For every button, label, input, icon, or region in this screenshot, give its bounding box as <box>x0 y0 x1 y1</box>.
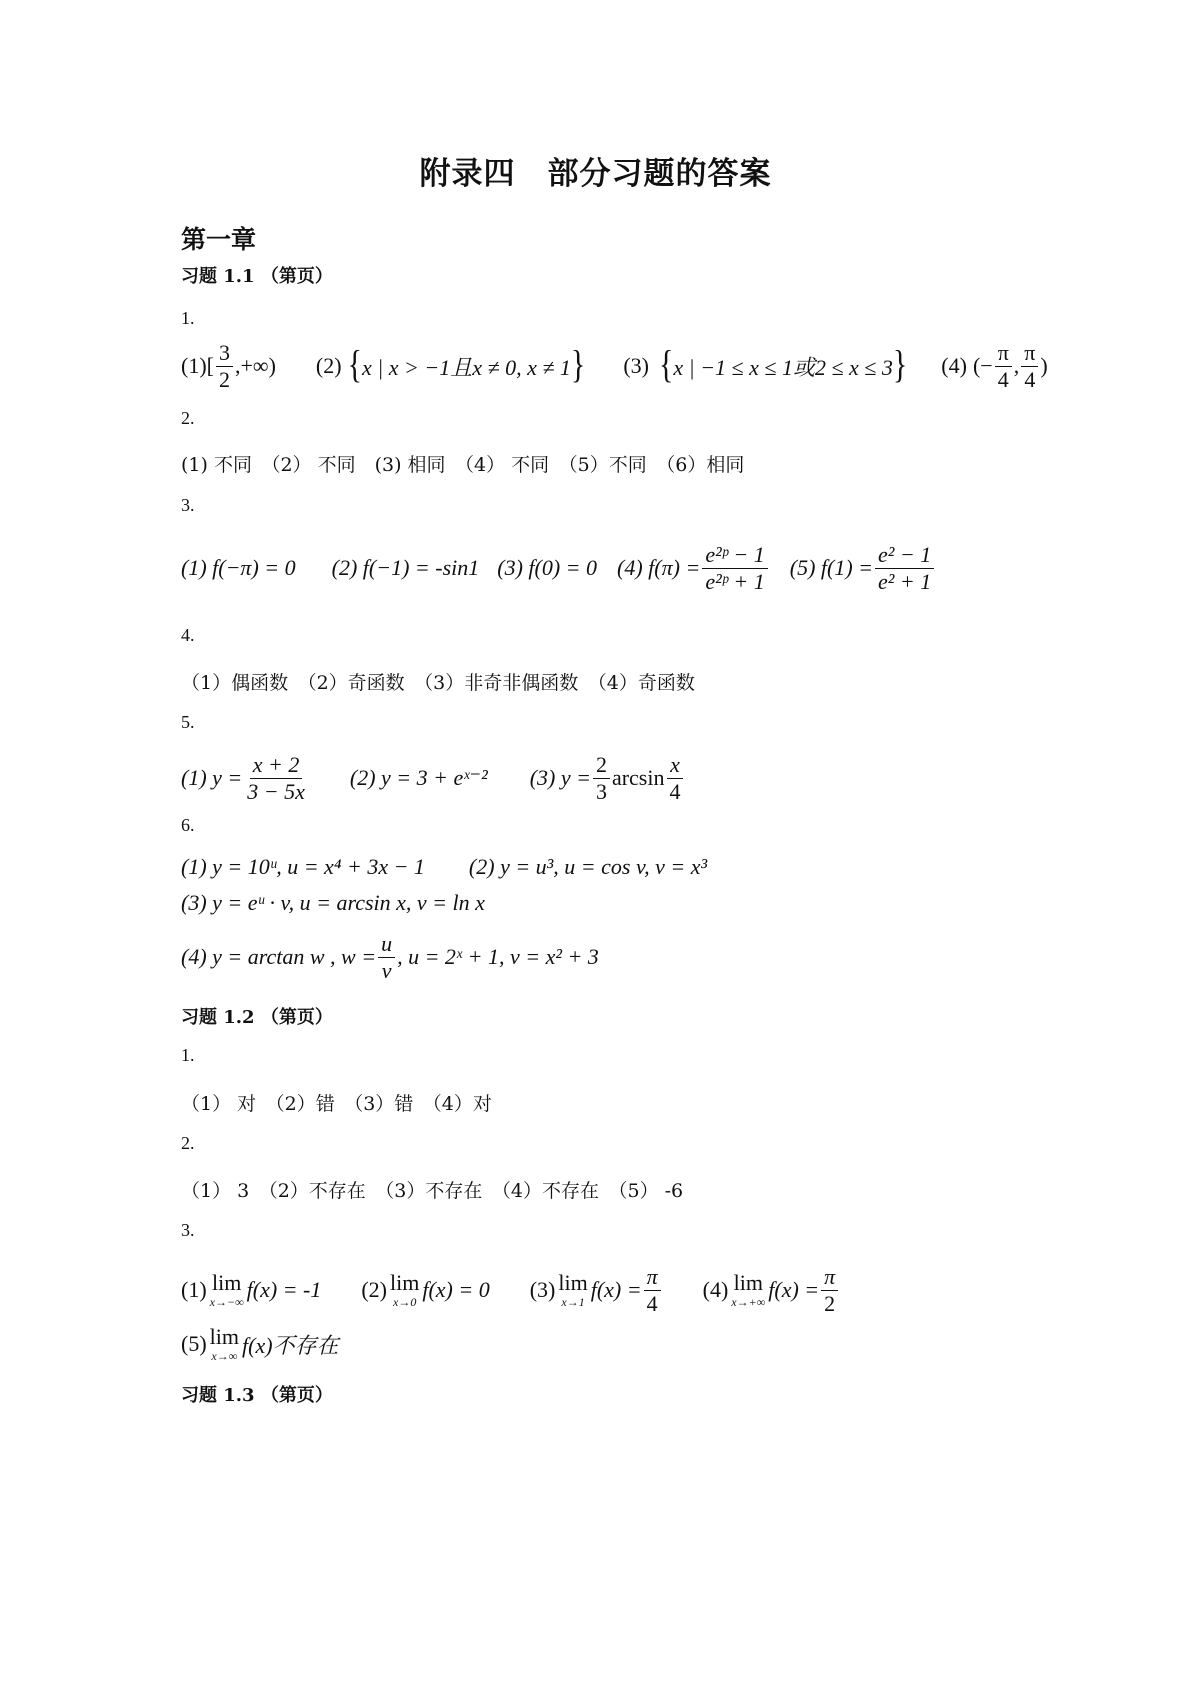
denominator: 3 − 5x <box>247 778 305 804</box>
limit-subscript: x→1 <box>561 1295 585 1309</box>
fraction <box>244 753 308 802</box>
limit-subscript: x→−∞ <box>209 1295 244 1309</box>
numerator: π <box>644 1265 661 1290</box>
answer-label: (3) <box>623 353 649 378</box>
answer-label: (1) <box>181 1277 207 1302</box>
denominator: 3 <box>595 778 607 804</box>
denominator: 2 <box>218 366 230 392</box>
question-number: 1. <box>181 1045 195 1065</box>
answer-row-1-1-2: (1) 不同 （2） 不同 (3) 相同 （4） 不同 （5）不同 （6）相同 <box>181 454 745 476</box>
answer-row-1-1-5 <box>181 745 685 811</box>
math-text: x | x > −1且x ≠ 0, x ≠ 1 <box>361 354 571 380</box>
denominator: 4 <box>1024 366 1036 392</box>
math-text: [ <box>206 353 214 378</box>
math-text: (4) f(π) = <box>617 555 701 580</box>
math-text: (1) y = 10ᵘ, u = x⁴ + 3x − 1 (2) y = u³, u = cos v, v = x³ <box>181 854 708 879</box>
math-text: ) <box>1040 353 1048 378</box>
question-number: 3. <box>181 495 195 515</box>
limit <box>390 1272 419 1308</box>
numerator: 3 <box>216 341 233 366</box>
answer-label: (2) <box>315 353 342 378</box>
answer-label: (1) <box>181 353 207 378</box>
numerator: e² − 1 <box>875 543 934 568</box>
answer-label: (3) <box>529 1277 556 1302</box>
math-text: (4) y = arctan w , w = <box>181 944 377 969</box>
math-text: f(x) = -1 <box>246 1277 322 1302</box>
math-text: (2) y = 3 + eˣ⁻² <box>349 765 488 790</box>
fraction <box>1021 341 1038 390</box>
math-text: (1) f(−π) = 0 <box>181 555 296 580</box>
math-text: , <box>1013 353 1020 378</box>
numerator: e²ᵖ − 1 <box>702 543 767 568</box>
answer-label: (4) <box>941 353 967 378</box>
math-text: f(x) = <box>768 1277 820 1302</box>
page-title: 附录四 部分习题的答案 <box>419 156 772 192</box>
fraction <box>644 1265 661 1314</box>
answer-label: (5) <box>181 1331 207 1356</box>
answer-label: (2) <box>361 1277 387 1302</box>
answer-row-1-1-6-line3 <box>181 925 599 989</box>
question-number: 6. <box>181 815 195 835</box>
numerator: x + 2 <box>250 753 303 778</box>
limit-operator: lim <box>209 1324 239 1349</box>
fraction <box>378 932 395 981</box>
answer-row-1-2-1: （1） 对 （2）错 （3）错 （4）对 <box>181 1093 492 1115</box>
answer-row-1-1-4: （1）偶函数 （2）奇函数 （3）非奇非偶函数 （4）奇函数 <box>181 672 695 694</box>
answer-row-1-2-3-5 <box>181 1322 339 1366</box>
fraction <box>995 341 1012 390</box>
denominator: 4 <box>646 1290 658 1316</box>
answer-row-1-2-2: （1） 3 （2）不存在 （3）不存在 （4）不存在 （5） -6 <box>181 1180 684 1202</box>
denominator: e²ᵖ + 1 <box>705 568 765 594</box>
numerator: u <box>378 932 395 957</box>
fraction <box>593 753 610 802</box>
right-brace-icon: } <box>570 343 586 387</box>
limit-operator: lim <box>390 1270 420 1295</box>
math-text: (5) f(1) = <box>789 555 874 580</box>
denominator: v <box>381 957 392 983</box>
fraction <box>702 543 767 592</box>
answer-row-1-1-6-line1 <box>181 850 707 881</box>
math-text: (3) y = eᵘ · v, u = arcsin x, v = ln x <box>181 890 485 915</box>
answer-row-1-1-6-line2 <box>181 890 485 916</box>
numerator: π <box>821 1265 838 1290</box>
math-text: f(x)不存在 <box>242 1332 339 1358</box>
answer-row-1-1-1 <box>181 340 1048 392</box>
math-text: f(x) = <box>590 1277 642 1302</box>
math-text: f(x) = 0 <box>422 1277 490 1302</box>
fraction <box>875 543 934 592</box>
numerator: π <box>995 341 1012 366</box>
fraction <box>666 753 683 802</box>
question-number: 1. <box>181 308 195 328</box>
question-number: 3. <box>181 1220 195 1240</box>
limit-subscript: x→+∞ <box>731 1295 766 1309</box>
limit-operator: lim <box>211 1270 242 1295</box>
math-text: arcsin <box>611 765 665 790</box>
question-number: 5. <box>181 712 195 732</box>
fraction <box>216 341 233 390</box>
limit-operator: lim <box>558 1270 588 1295</box>
denominator: 4 <box>669 778 681 804</box>
answer-label: (4) <box>702 1277 729 1302</box>
left-brace-icon: { <box>347 343 362 387</box>
limit <box>731 1272 765 1308</box>
math-text: ,+∞) <box>234 353 276 378</box>
answer-row-1-2-3 <box>181 1258 840 1322</box>
math-text: (− <box>972 353 993 378</box>
section-heading-1-2: 习题 1.2 （第页） <box>181 1007 333 1028</box>
math-text: x | −1 ≤ x ≤ 1或2 ≤ x ≤ 3 <box>673 354 893 380</box>
question-number: 2. <box>181 1133 195 1153</box>
right-brace-icon: } <box>892 343 908 387</box>
math-text: , u = 2ˣ + 1, v = x² + 3 <box>397 944 599 969</box>
math-text: (2) f(−1) = -sin1 <box>331 555 480 580</box>
limit <box>210 1326 239 1362</box>
limit <box>558 1272 587 1308</box>
numerator: x <box>667 753 683 778</box>
chapter-heading: 第一章 <box>181 225 257 254</box>
limit <box>210 1272 244 1308</box>
math-text: (1) y = <box>181 765 243 790</box>
question-number: 4. <box>181 625 195 645</box>
numerator: 2 <box>593 753 610 778</box>
limit-subscript: x→∞ <box>211 1349 238 1363</box>
section-heading-1-3: 习题 1.3 （第页） <box>181 1385 333 1406</box>
question-number: 2. <box>181 408 195 428</box>
denominator: e² + 1 <box>878 568 932 594</box>
limit-subscript: x→0 <box>393 1295 417 1309</box>
numerator: π <box>1021 341 1038 366</box>
limit-operator: lim <box>733 1270 763 1295</box>
left-brace-icon: { <box>658 343 674 387</box>
denominator: 4 <box>997 366 1009 392</box>
math-text: (3) y = <box>529 765 591 790</box>
fraction <box>821 1265 838 1314</box>
denominator: 2 <box>824 1290 836 1316</box>
section-heading-1-1: 习题 1.1 （第页） <box>181 266 333 287</box>
math-text: (3) f(0) = 0 <box>497 555 598 580</box>
answer-row-1-1-3 <box>181 535 936 601</box>
